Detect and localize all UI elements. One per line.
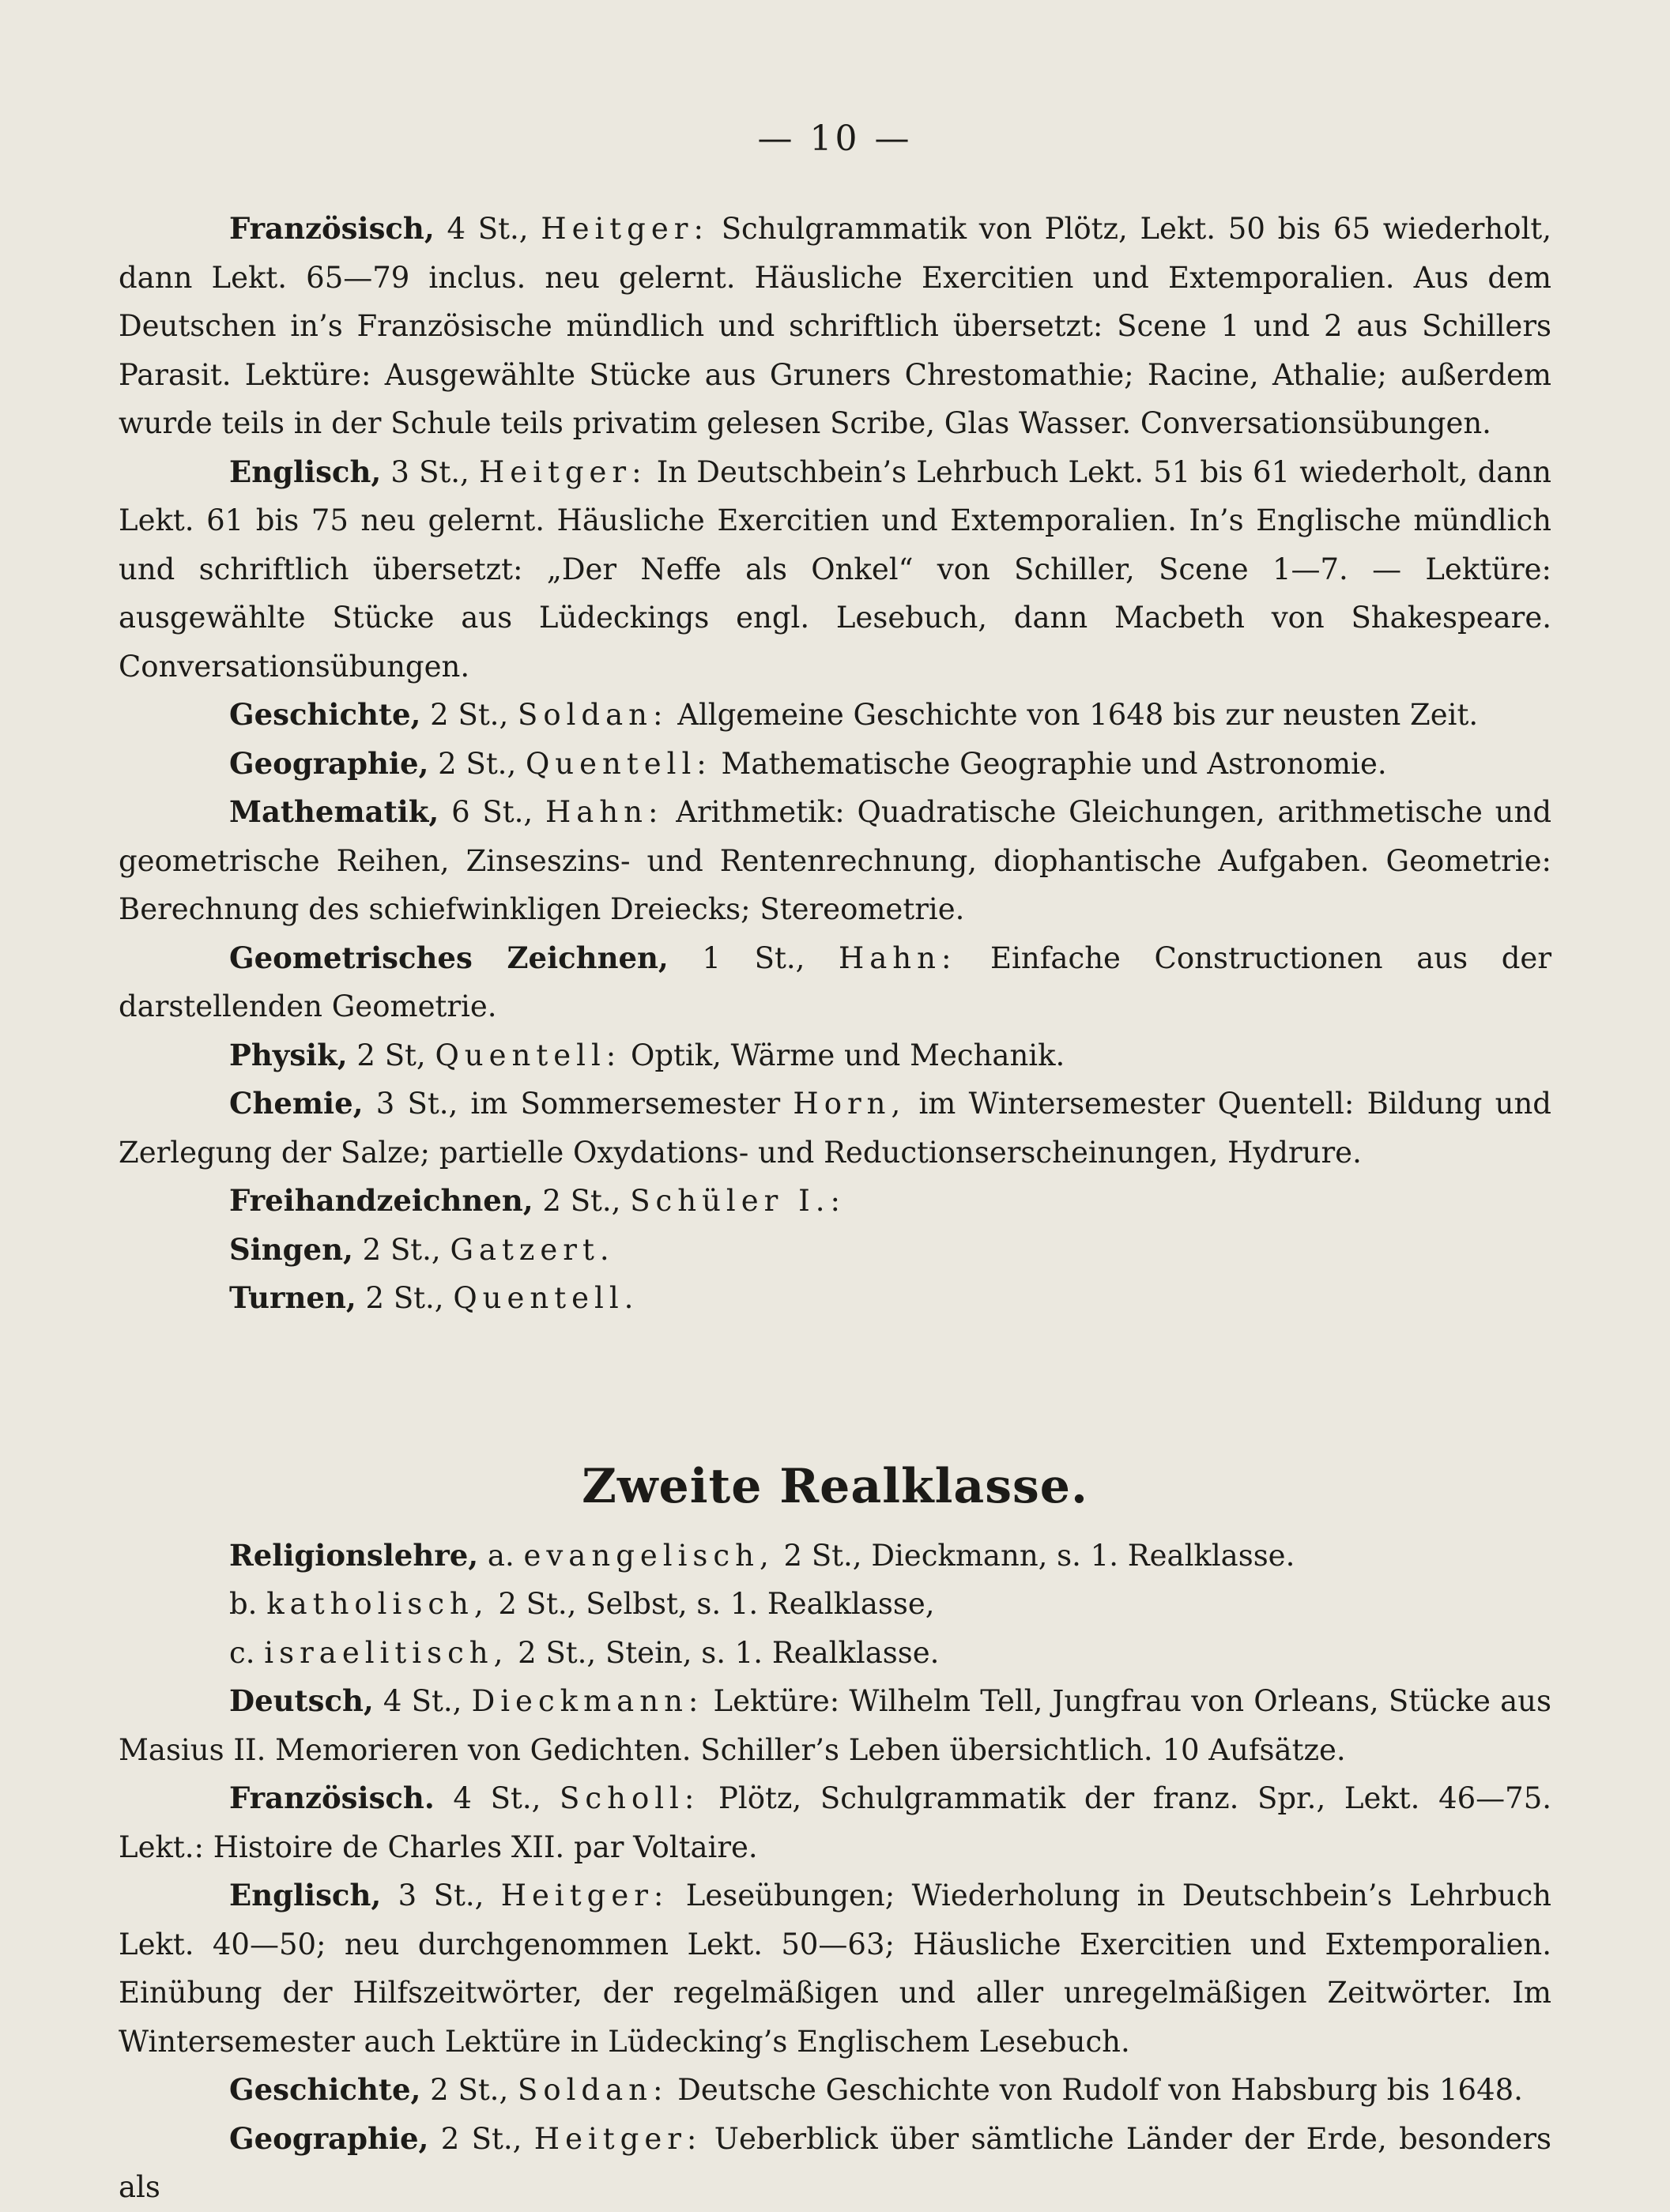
teacher-name: Soldan: [517,698,669,732]
entry-hours: 2 St., [352,1232,450,1267]
entry-hours: c. [229,1635,265,1670]
entry-text: In Deutschbein’s Lehrbuch Lekt. 51 bis 61 wiederholt, dann Lekt. 61 bis 75 neu gelernt. Häusliche Exercitien und Extemporalien. In’s Englische mündlich und schriftlich übersetzt: „Der Neffe als Onkel“ von Schiller, Scene 1—7. — Lektüre: ausgewählte Stücke aus Lüdeckings engl. Lesebuch, dann Macbeth von Shakespeare. Conversationsübungen. [119,454,1551,684]
subject-name: Geschichte, [229,2072,421,2107]
subject-entry [119,1629,1551,1678]
teacher-name: Gatzert. [450,1232,615,1267]
subject-entry [119,1226,1551,1275]
entry-text: Lektüre: Wilhelm Tell, Jungfrau von Orleans, Stücke aus Masius II. Memorieren von Gedichten. Schiller’s Leben übersichtlich. 10 Aufsätze. [119,1684,1551,1767]
subject-entry [119,1871,1551,2066]
subject-name: Mathematik, [229,794,439,829]
subject-entry [119,934,1551,1031]
entry-hours: b. [229,1587,267,1621]
entry-hours: 6 St., [439,795,545,829]
teacher-name: Schüler I.: [630,1184,846,1218]
first-class-curriculum [119,205,1551,1323]
subject-name: Geographie, [229,745,429,781]
teacher-name: Quentell: [435,1038,622,1072]
teacher-name: Scholl: [560,1781,700,1815]
page-number: — 10 — [757,119,913,159]
entry-hours: 2 St., [420,2073,518,2107]
entry-hours: 2 St., [428,746,526,781]
entry-text: Arithmetik: Quadratische Gleichungen, arithmetische und geometrische Reihen, Zinseszins- und Rentenrechnung, diophantische Aufgaben. Geometrie: Berechnung des schiefwinkligen Dreiecks; Stereometrie. [119,795,1551,926]
subject-entry [119,1177,1551,1226]
subject-name: Geographie, [229,2120,429,2156]
subject-entry [119,1031,1551,1080]
entry-text: Ueberblick über sämtliche Länder der Erde, besonders als [119,2121,1552,2204]
subject-name: Geometrisches Zeichnen, [229,940,669,975]
entry-hours: 4 St., [373,1684,472,1718]
entry-hours: 4 St., [434,212,541,246]
entry-text: Einfache Constructionen aus der darstellenden Geometrie. [119,940,1552,1023]
teacher-name: Quentell. [453,1281,639,1315]
subject-entry [119,740,1551,789]
entry-hours: 2 St., [420,698,518,732]
entry-text: Leseübungen; Wiederholung in Deutschbein’s Lehrbuch Lekt. 40—50; neu durchgenommen Lekt. 50—63; Häusliche Exercitien und Extemporalien. Einübung der Hilfszeitwörter, der regelmäßigen und aller unregelmäßigen Zeitwörter. Im Wintersemester auch Lektüre in Lüdecking’s Englischem Lesebuch. [119,1879,1552,2059]
entry-hours: 3 St., im Sommersemester [363,1087,794,1121]
entry-hours: 1 St., [668,940,839,975]
entry-text: Mathematische Geographie und Astronomie. [711,746,1387,781]
entry-text: Allgemeine Geschichte von 1648 bis zur neusten Zeit. [668,698,1479,732]
subject-entry [119,448,1551,691]
teacher-name: Heitger: [541,212,709,246]
teacher-name: Soldan: [517,2073,669,2107]
subject-name: Englisch, [229,454,382,489]
subject-entry [119,1532,1551,1581]
subject-name: Geschichte, [229,697,421,732]
entry-hours: 2 St., [356,1281,454,1315]
subject-name: Singen, [229,1231,353,1267]
subject-entry [119,691,1551,740]
subject-name: Physik, [229,1037,348,1072]
teacher-name: Hahn: [545,795,664,829]
entry-hours: a. [478,1538,524,1573]
entry-text: im Wintersemester Quentell: Bildung und Zerlegung der Salze; partielle Oxydations- und Reductionserscheinungen, Hydrure. [119,1087,1551,1170]
subject-entry [119,1677,1551,1774]
subject-name: Französisch. [229,1781,435,1815]
subject-name: Chemie, [229,1086,364,1121]
entry-hours: 2 St., [428,2121,534,2156]
entry-text: Schulgrammatik von Plötz, Lekt. 50 bis 65 wiederholt, dann Lekt. 65—79 inclus. neu gelernt. Häusliche Exercitien und Extemporalien. Aus dem Deutschen in’s Französische mündlich und schriftlich übersetzt: Scene 1 und 2 aus Schillers Parasit. Lektüre: Ausgewählte Stücke aus Gruners Chrestomathie; Racine, Athalie; außerdem wurde teils in der Schule teils privatim gelesen Scribe, Glas Wasser. Conversationsübungen. [119,212,1551,440]
entry-hours: 3 St., [381,1879,501,1912]
subject-name: Französisch, [229,211,435,246]
subject-name: Religionslehre, [229,1537,479,1573]
subject-name: Turnen, [229,1280,356,1315]
subject-name: Deutsch, [229,1683,374,1718]
entry-hours: 2 St., [533,1184,631,1218]
second-class-curriculum [119,1532,1551,2212]
entry-text: 2 St., Selbst, s. 1. Realklasse, [488,1587,935,1621]
entry-text: 2 St., Stein, s. 1. Realklasse. [508,1635,940,1670]
subject-entry [119,1580,1551,1629]
entry-text: Optik, Wärme und Mechanik. [621,1038,1065,1072]
teacher-name: Heitger: [500,1879,669,1912]
subject-entry [119,205,1551,448]
teacher-name: Quentell: [525,746,712,781]
subject-entry [119,1774,1551,1871]
subject-name: Englisch, [229,1878,382,1912]
teacher-name: israelitisch, [264,1635,509,1670]
entry-text: Deutsche Geschichte von Rudolf von Habsburg bis 1648. [668,2073,1523,2107]
entry-hours: 2 St, [347,1038,435,1072]
subject-name: Freihandzeichnen, [229,1183,533,1218]
teacher-name: Heitger: [478,454,647,489]
teacher-name: Hahn: [838,940,957,975]
entry-hours: 4 St., [434,1781,560,1815]
teacher-name: katholisch, [266,1587,489,1621]
subject-entry [119,2115,1551,2212]
subject-entry [119,1274,1551,1323]
section-title: Zweite Realklasse. [582,1458,1088,1514]
teacher-name: evangelisch, [523,1538,775,1573]
entry-hours: 3 St., [381,454,479,489]
subject-entry [119,1080,1551,1177]
subject-entry [119,2066,1551,2115]
teacher-name: Dieckmann: [471,1684,704,1718]
subject-entry [119,788,1551,934]
teacher-name: Heitger: [533,2121,703,2156]
entry-text: Plötz, Schulgrammatik der franz. Spr., Lekt. 46—75. Lekt.: Histoire de Charles XII. par Voltaire. [119,1781,1552,1864]
teacher-name: Horn, [793,1087,907,1121]
entry-text: 2 St., Dieckmann, s. 1. Realklasse. [774,1538,1295,1573]
